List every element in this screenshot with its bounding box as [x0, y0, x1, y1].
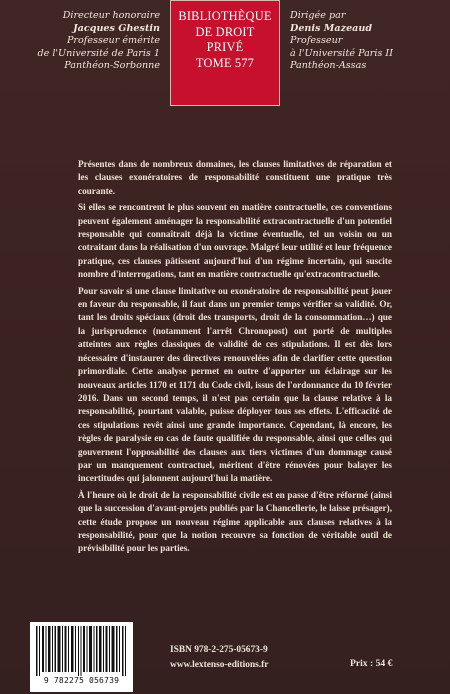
honorary-director-name: Jacques Ghestin — [73, 22, 160, 34]
honorary-director-role: Directeur honoraire — [62, 10, 160, 21]
blurb-paragraph-1: Présentes dans de nombreux domaines, les clauses limitatives de réparation et les clauses exonératoires de responsabilité constituent une pratique très courante. — [78, 159, 392, 196]
price: Prix : 54 € — [350, 658, 393, 669]
publisher-website: www.lextenso-editions.fr — [170, 660, 269, 670]
series-director-role: Dirigée par — [290, 10, 346, 21]
footer-band — [0, 610, 450, 694]
blurb-paragraph-4: À l'heure où le droit de la responsabilité civile est en passe d'être réformé (ainsi que la succession d'avant-projets publiés par la Chancellerie, le laisse présager), cette étude propose un nouveau régime applicable aux clauses relatives à la responsabilité, pour que la notion recouvre sa fonction de véritable outil de prévisibilité pour les parties. — [78, 489, 392, 554]
series-director-title-1: Professeur — [290, 35, 343, 47]
series-director-title-3: Panthéon-Assas — [290, 60, 367, 72]
isbn: ISBN 978-2-275-05673-9 — [170, 645, 268, 655]
series-tome: TOME 577 — [195, 55, 255, 70]
honorary-director-title-3: Panthéon-Sorbonne — [64, 60, 160, 72]
series-director-block — [290, 10, 440, 73]
blurb-paragraph-2: Si elles se rencontrent le plus souvent en matière contractuelle, ces conventions peuvent également aménager la responsabilité extracontractuelle d'un potentiel responsable qui connaîtrait déjà la victime éventuelle, tel un voisin ou un cotraitant dans la réalisation d'un ouvrage. Malgré leur utilité et leur fréquence pratique, ces clauses pâtissent aujourd'hui d'un régime incertain, qui suscite nombre d'interrogations, tant en matière contractuelle qu'extracontractuelle. — [78, 202, 392, 280]
barcode-bars-graphic — [36, 626, 127, 676]
honorary-director-title-1: Professeur émérite — [66, 35, 160, 47]
series-line-3: PRIVÉ — [206, 40, 244, 55]
blurb-text — [78, 158, 392, 559]
header-band — [0, 0, 450, 112]
barcode — [30, 622, 133, 692]
series-director-title-2: à l'Université Paris II — [290, 47, 394, 59]
series-badge — [170, 0, 280, 106]
series-director-name: Denis Mazeaud — [290, 22, 373, 34]
barcode-number: 9 782275 056739 — [43, 676, 120, 685]
honorary-director-title-2: de l'Université de Paris 1 — [37, 47, 160, 59]
series-line-2: DE DROIT — [195, 24, 255, 39]
series-line-1: BIBLIOTHÈQUE — [178, 9, 272, 23]
honorary-director-block — [30, 10, 160, 73]
blurb-paragraph-3: Pour savoir si une clause limitative ou exonératoire de responsabilité peut jouer en faveur du responsable, il faut dans un premier temps vérifier sa validité. Or, tant les droits spéciaux (droit des transports, droit de la consommation…) que la jurisprudence (notamment l'arrêt Chronopost) ont porté de multiples atteintes aux règles classiques de validité de ces stipulations. Il est dès lors nécessaire d'instaurer des directives renouvelées afin de clarifier cette question primordiale. Cette analyse permet en outre d'apporter un éclairage sur les nouveaux articles 1170 et 1171 du Code civil, issus de l'ordonnance du 10 février 2016. Dans un second temps, il n'est pas certain que la clause relative à la responsabilité, pourtant valable, puisse déployer tous ses effets. L'efficacité de ces stipulations revêt ainsi une grande importance. Cependant, là encore, les règles de paralysie en cas de faute qualifiée du responsable, ainsi que celles qui gouvernent l'opposabilité des clauses aux tiers victimes d'un dommage causé par un manquement contractuel, méritent d'être rénovées pour balayer les incertitudes qui jalonnent aujourd'hui la matière. — [78, 285, 392, 484]
